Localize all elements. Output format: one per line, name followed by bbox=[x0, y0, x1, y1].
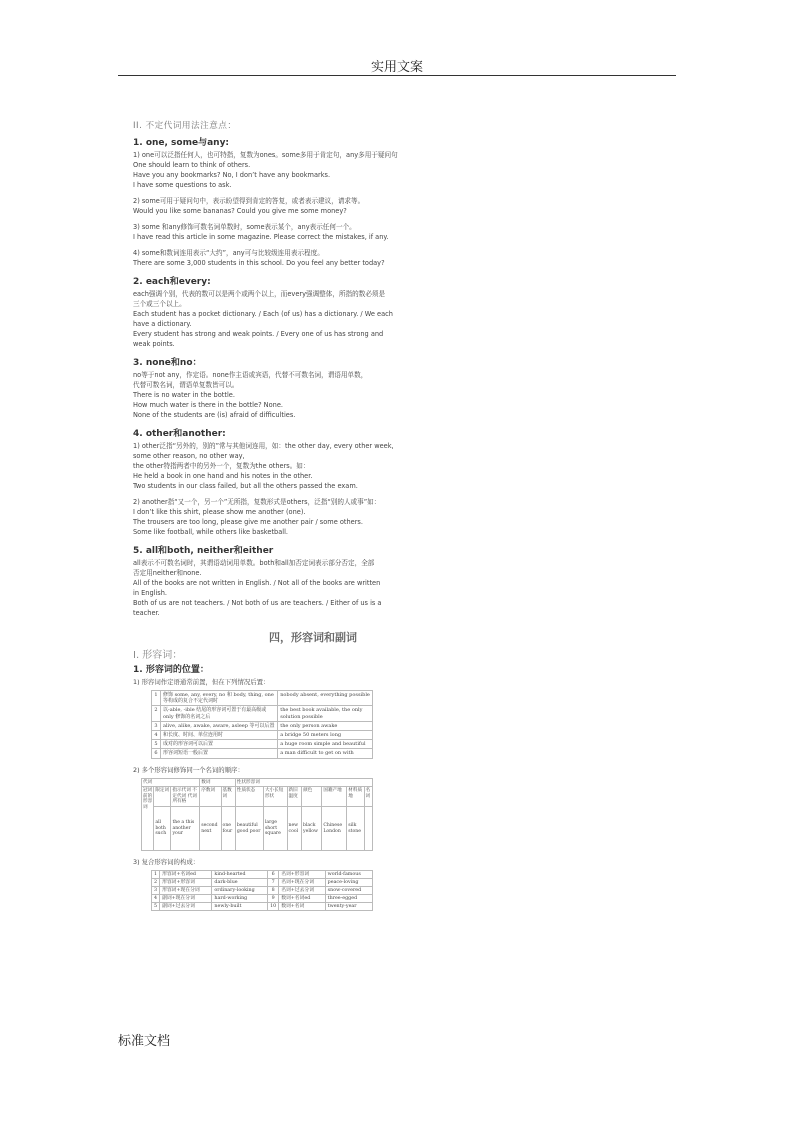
compound-adjective-table bbox=[151, 870, 373, 911]
text-line: All of the books are not written in English. / Not all of the books are written bbox=[133, 579, 381, 587]
text-line: Every student has strong and weak points. / Every one of us has strong and bbox=[133, 330, 384, 338]
table-cell: 8 bbox=[268, 887, 279, 895]
table-cell: hard-working bbox=[212, 895, 268, 903]
adjective-order-table bbox=[141, 778, 373, 851]
table-cell: peace-loving bbox=[325, 879, 372, 887]
text-line: weak points. bbox=[133, 340, 175, 348]
table-cell: ordinary-looking bbox=[212, 887, 268, 895]
text-line: each强调个别，代表的数可以是两个或两个以上，而every强调整体，所指的数必须是 bbox=[133, 290, 386, 298]
text-line: Some like football, while others like basketball. bbox=[133, 528, 289, 536]
table-header-cell: 冠词前的形容词 bbox=[142, 787, 154, 851]
table-row bbox=[152, 887, 373, 895]
table-row bbox=[152, 903, 373, 911]
table-cell: new cool bbox=[287, 807, 302, 851]
text-line: Would you like some bananas? Could you give me some money? bbox=[133, 207, 347, 215]
table-row bbox=[152, 895, 373, 903]
table-cell: black yellow bbox=[302, 807, 322, 851]
table-header-cell: 颜色 bbox=[302, 787, 322, 807]
document-body bbox=[133, 118, 408, 911]
text-line: 4) some和数词连用表示“大约”，any可与比较级连用表示程度。 bbox=[133, 249, 324, 257]
table-row bbox=[152, 871, 373, 879]
table-header-cell: 指示代词 不定代词 代词所有格 bbox=[171, 787, 200, 807]
paragraph bbox=[133, 248, 408, 268]
text-line: 2) another指“又一个，另一个”无所指，复数形式是others，泛指“别的人或事”如： bbox=[133, 498, 381, 506]
table-cell: twenty-year bbox=[325, 903, 372, 911]
table-cell: 1 bbox=[152, 691, 161, 706]
table-cell: 5 bbox=[152, 740, 161, 749]
text-line: Each student has a pocket dictionary. / Each (of us) has a dictionary. / We each bbox=[133, 310, 393, 318]
text-line: He held a book in one hand and his notes in the other. bbox=[133, 472, 313, 480]
table-group-header: 性状形容词 bbox=[235, 778, 372, 787]
table-cell: newly-built bbox=[212, 903, 268, 911]
table-header-cell: 大小长短形状 bbox=[263, 787, 287, 807]
table-cell: 名词+形容词 bbox=[279, 871, 325, 879]
text-line: all表示不可数名词时，其谓语动词用单数。both和all加否定词表示部分否定，全部 bbox=[133, 559, 375, 567]
table-cell: Chinese London bbox=[322, 807, 347, 851]
part-title: 5. all和both, neither和either bbox=[133, 546, 274, 556]
table-cell: 形容词+形容词 bbox=[160, 879, 212, 887]
part-title: 3. none和no： bbox=[133, 358, 202, 368]
table-row bbox=[152, 749, 373, 758]
paragraph bbox=[133, 558, 408, 618]
table-cell: 形容词短语一般后置 bbox=[161, 749, 278, 758]
page-footer: 标准文档 bbox=[118, 1034, 171, 1049]
table-cell: 3 bbox=[152, 887, 160, 895]
table-cell: 10 bbox=[268, 903, 279, 911]
text-line: None of the students are (is) afraid of difficulties. bbox=[133, 411, 296, 419]
header-rule bbox=[118, 75, 676, 76]
section-parts bbox=[133, 136, 408, 623]
text-line: There are some 3,000 students in this school. Do you feel any better today? bbox=[133, 259, 385, 267]
table-row bbox=[152, 731, 373, 740]
table-header-row bbox=[142, 787, 373, 807]
table-header-cell: 基数词 bbox=[221, 787, 235, 807]
table-cell: beautiful good poor bbox=[235, 807, 263, 851]
paragraph bbox=[133, 196, 408, 216]
text-line: I have some questions to ask. bbox=[133, 181, 232, 189]
table-cell: a huge room simple and beautiful bbox=[278, 740, 373, 749]
text-line: some other reason, no other way, bbox=[133, 452, 245, 460]
postposition-table bbox=[151, 690, 373, 759]
table-cell: 2 bbox=[152, 706, 161, 721]
table-cell: 4 bbox=[152, 895, 160, 903]
table-row bbox=[142, 807, 373, 851]
text-line: 1) one可以泛指任何人，也可特指，复数为ones。some多用于肯定句，any多用于疑问句 bbox=[133, 151, 398, 159]
part-title: 1. one, some与any: bbox=[133, 138, 230, 148]
table-cell: alive, alike, awake, aware, asleep 等可以后置 bbox=[161, 721, 278, 730]
table-cell: second next bbox=[200, 807, 221, 851]
table-row bbox=[152, 879, 373, 887]
text-line: Have you any bookmarks? No, I don’t have any bookmarks. bbox=[133, 171, 331, 179]
table-cell: 6 bbox=[152, 749, 161, 758]
table-cell: 形容词+名词ed bbox=[160, 871, 212, 879]
text-line: There is no water in the bottle. bbox=[133, 391, 235, 399]
paragraph bbox=[133, 441, 408, 491]
table-cell: 7 bbox=[268, 879, 279, 887]
text-line: in English. bbox=[133, 589, 168, 597]
table-cell: 1 bbox=[152, 871, 160, 879]
text-line: Two students in our class failed, but all the others passed the exam. bbox=[133, 482, 358, 490]
table-cell: 6 bbox=[268, 871, 279, 879]
table-cell: the a this another your bbox=[171, 807, 200, 851]
page-header: 实用文案 bbox=[370, 60, 423, 75]
text-line: 代替可数名词，谓语单复数皆可以。 bbox=[133, 381, 239, 389]
table-cell: the only person awake bbox=[278, 721, 373, 730]
table-cell: 3 bbox=[152, 721, 161, 730]
table-cell: 9 bbox=[268, 895, 279, 903]
table-cell: the best book available, the only solution possible bbox=[278, 706, 373, 721]
table2-caption: 2) 多个形容词修饰同一个名词的顺序： bbox=[133, 765, 244, 774]
table3-caption: 3) 复合形容词的构成： bbox=[133, 858, 200, 866]
paragraph bbox=[133, 497, 408, 537]
table-cell: 副词+过去分词 bbox=[160, 903, 212, 911]
chapter-title: 四，形容词和副词 bbox=[269, 631, 357, 644]
part-title: 4. other和another: bbox=[133, 429, 226, 439]
table-cell: 以-able, -ible 结尾的形容词可置于有最高级或 only 修饰的名词之后 bbox=[161, 706, 278, 721]
table-cell: a bridge 50 meters long bbox=[278, 731, 373, 740]
text-line: The trousers are too long, please give me another pair / some others. bbox=[133, 518, 363, 526]
text-line: no等于not any，作定语。none作主语或宾语，代替不可数名词，谓语用单数， bbox=[133, 371, 368, 379]
table-group-header: 数词 bbox=[200, 778, 236, 787]
table-row bbox=[152, 706, 373, 721]
table-row bbox=[152, 691, 373, 706]
table-header-cell: 材料质地 bbox=[347, 787, 364, 807]
text-line: 3) some 和any修饰可数名词单数时，some表示某个，any表示任何一个。 bbox=[133, 223, 356, 231]
table-cell: nobody absent, everything possible bbox=[278, 691, 373, 706]
table-cell: 4 bbox=[152, 731, 161, 740]
table-row bbox=[152, 740, 373, 749]
text-line: 1) other泛指“另外的，别的”常与其他词连用，如：the other day, every other week, bbox=[133, 442, 394, 450]
table-cell: all both such bbox=[154, 807, 171, 851]
table-row bbox=[152, 721, 373, 730]
paragraph bbox=[133, 150, 408, 190]
table-cell: dark-blue bbox=[212, 879, 268, 887]
table-cell: large short square bbox=[263, 807, 287, 851]
table-header-cell: 限定词 bbox=[154, 787, 171, 807]
table-cell: 名词+现在分词 bbox=[279, 879, 325, 887]
paragraph bbox=[133, 222, 408, 242]
topic-title: 1. 形容词的位置： bbox=[133, 665, 209, 675]
text-line: One should learn to think of others. bbox=[133, 161, 251, 169]
table-cell: 成对的形容词可以后置 bbox=[161, 740, 278, 749]
section-title: II. 不定代词用法注意点： bbox=[133, 121, 237, 131]
table-cell: 5 bbox=[152, 903, 160, 911]
paragraph bbox=[133, 289, 408, 349]
table-header-cell: 新旧温度 bbox=[287, 787, 302, 807]
part-title: 2. each和every: bbox=[133, 277, 211, 287]
table-header-cell: 国籍产地 bbox=[322, 787, 347, 807]
paragraph bbox=[133, 370, 408, 420]
table-cell: silk stone bbox=[347, 807, 364, 851]
table-cell: 数词+名词ed bbox=[279, 895, 325, 903]
table-header-cell: 名词 bbox=[364, 787, 372, 807]
text-line: teacher. bbox=[133, 609, 160, 617]
table-group-header: 代词 bbox=[142, 778, 200, 787]
table-cell: one four bbox=[221, 807, 235, 851]
table-cell: 名词+过去分词 bbox=[279, 887, 325, 895]
text-line: How much water is there in the bottle? None. bbox=[133, 401, 283, 409]
table-group-header-row bbox=[142, 778, 373, 787]
table-cell: three-egged bbox=[325, 895, 372, 903]
table-cell: 形容词+现在分词 bbox=[160, 887, 212, 895]
table-cell: kind-hearted bbox=[212, 871, 268, 879]
text-line: 否定用neither和none. bbox=[133, 569, 202, 577]
table-cell: 修饰 some, any, every, no 和 body, thing, one 等构成的复合不定代词时 bbox=[161, 691, 278, 706]
table-cell bbox=[364, 807, 372, 851]
text-line: 三个或三个以上。 bbox=[133, 300, 186, 308]
text-line: have a dictionary. bbox=[133, 320, 192, 328]
table-cell: 副词+现在分词 bbox=[160, 895, 212, 903]
text-line: I have read this article in some magazine. Please correct the mistakes, if any. bbox=[133, 233, 389, 241]
text-line: the other特指两者中的另外一个，复数为the others。如： bbox=[133, 462, 310, 470]
table-cell: 2 bbox=[152, 879, 160, 887]
text-line: I don’t like this shirt, please show me another (one). bbox=[133, 508, 306, 516]
table-cell: snow-covered bbox=[325, 887, 372, 895]
table1-caption: 1) 形容词作定语通常前置，但在下列情况后置： bbox=[133, 678, 270, 686]
table-cell: 数词+名词 bbox=[279, 903, 325, 911]
table-cell: 和长度、时间、单位连用时 bbox=[161, 731, 278, 740]
text-line: 2) some可用于疑问句中，表示盼望得到肯定的答复，或者表示建议，请求等。 bbox=[133, 197, 365, 205]
text-line: Both of us are not teachers. / Not both of us are teachers. / Either of us is a bbox=[133, 599, 382, 607]
table-header-cell: 性质状态 bbox=[235, 787, 263, 807]
table-cell: a man difficult to get on with bbox=[278, 749, 373, 758]
subsection-title: I. 形容词： bbox=[133, 650, 183, 661]
table-header-cell: 序数词 bbox=[200, 787, 221, 807]
table-cell: world-famous bbox=[325, 871, 372, 879]
